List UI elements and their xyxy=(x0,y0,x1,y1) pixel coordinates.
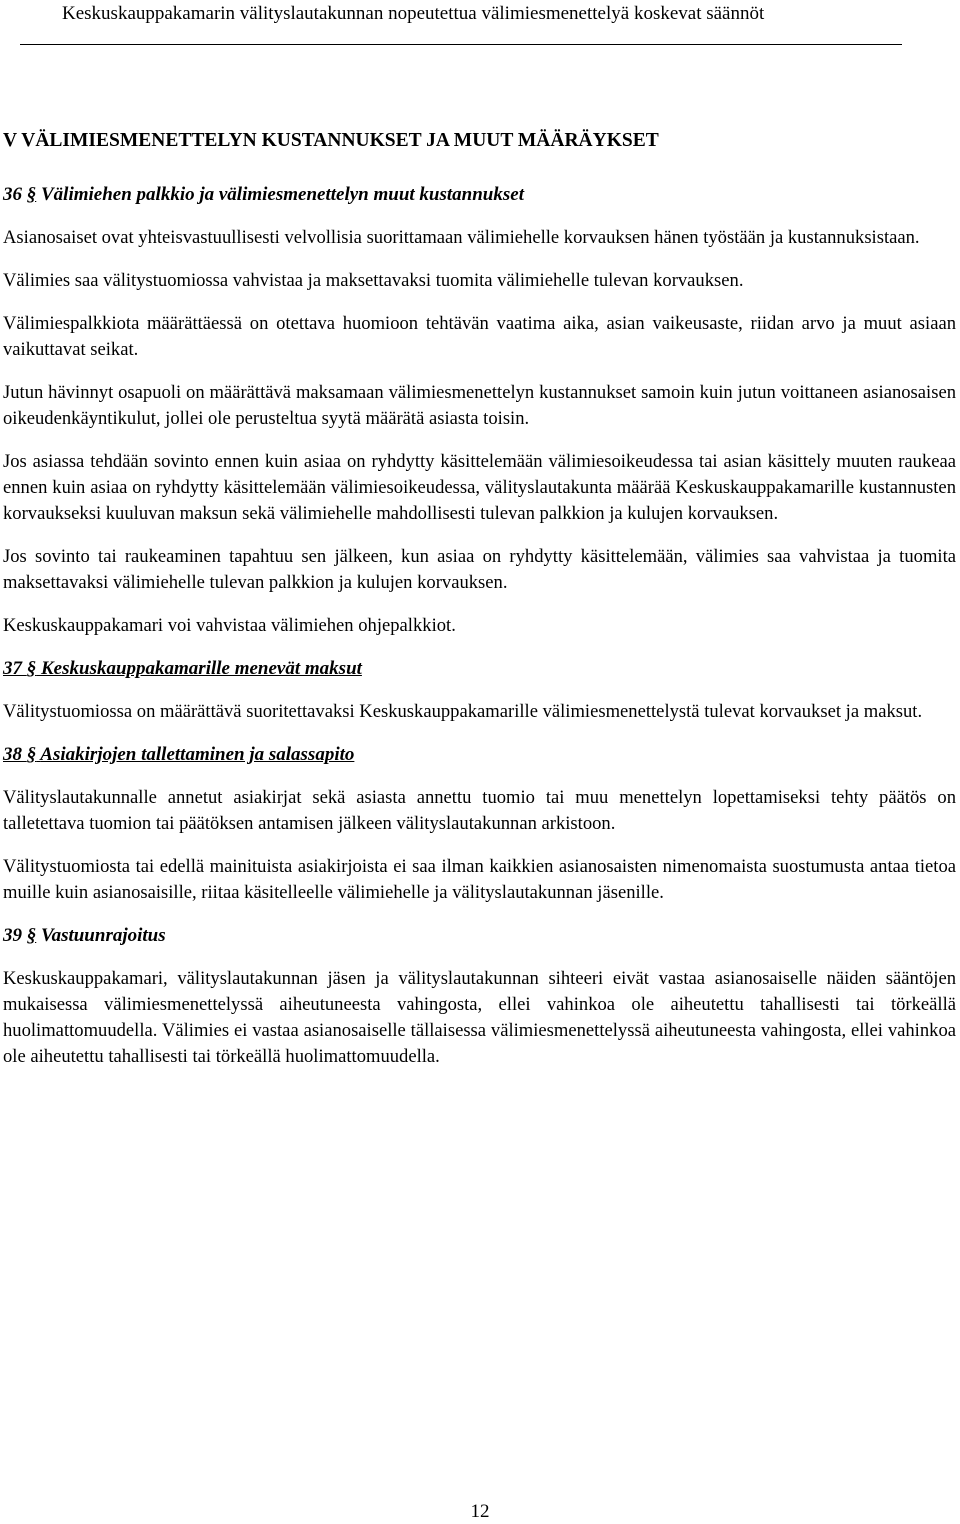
paragraph: Keskuskauppakamari voi vahvistaa välimiehen ohjepalkkiot. xyxy=(3,615,456,636)
paragraph: Välityslautakunnalle annetut asiakirjat sekä asiasta annettu tuomio tai muu menettelyn lopettamiseksi tehty päätös on talletettava tuomion tai päätöksen antamisen jälkeen välityslautakunnan arkistoon. xyxy=(3,787,956,834)
paragraph: Välitystuomiossa on määrättävä suoritettavaksi Keskuskauppakamarille välimiesmenettelystä tulevat korvaukset ja maksut. xyxy=(3,701,923,722)
section-title: Välimiehen palkkio ja välimiesmenettelyn muut kustannukset xyxy=(41,184,524,205)
paragraph: Jos sovinto tai raukeaminen tapahtuu sen jälkeen, kun asiaa on ryhdytty käsittelemään, välimies saa vahvistaa ja tuomita maksettavaksi välimiehelle tulevan palkkion ja kulujen korvauksen. xyxy=(3,546,956,593)
section-symbol: § xyxy=(26,184,37,205)
page-number: 12 xyxy=(470,1501,490,1522)
section-number: 37 xyxy=(3,658,22,679)
paragraph: Välimiespalkkiota määrättäessä on otettava huomioon tehtävän vaatima aika, asian vaikeusaste, riidan arvo ja muut asiaan vaikuttavat seikat. xyxy=(3,313,956,360)
page-content xyxy=(3,128,956,1087)
paragraph: Keskuskauppakamari, välityslautakunnan jäsen ja välityslautakunnan sihteeri eivät vastaa asianosaiselle näiden sääntöjen mukaisessa välimiesmenettelyssä aiheutuneesta vahingosta, ellei vahinkoa ole aiheutettu tahallisesti tai törkeällä huolimattomuudella. Välimies ei vastaa asianosaiselle tällaisessa välimiesmenettelyssä aiheutuneesta vahingosta, ellei vahinkoa ole aiheutettu tahallisesti tai törkeällä huolimattomuudella. xyxy=(3,968,956,1067)
paragraph: Jutun hävinnyt osapuoli on määrättävä maksamaan välimiesmenettelyn kustannukset samoin kuin jutun voittaneen asianosaisen oikeudenkäyntikulut, jollei ole perusteltua syytä määrätä asiasta toisin. xyxy=(3,382,956,429)
section-symbol: § xyxy=(26,925,37,946)
section-heading-39 xyxy=(3,923,956,949)
section-heading-36 xyxy=(3,182,956,208)
section-title: Vastuunrajoitus xyxy=(41,925,166,946)
running-header: Keskuskauppakamarin välityslautakunnan nopeutettua välimiesmenettelyä koskevat säännöt xyxy=(62,3,765,24)
header-rule xyxy=(20,44,902,45)
paragraph: Välitystuomiosta tai edellä mainituista asiakirjoista ei saa ilman kaikkien asianosaisten nimenomaista suostumusta antaa tietoa muille kuin asianosaisille, riitaa käsitelleelle välimiehelle ja välityslautakunnan jäsenille. xyxy=(3,856,956,903)
section-heading-37 xyxy=(3,656,956,682)
section-title: Keskuskauppakamarille menevät maksut xyxy=(41,658,362,679)
paragraph: Välimies saa välitystuomiossa vahvistaa ja maksettavaksi tuomita välimiehelle tulevan korvauksen. xyxy=(3,270,744,291)
chapter-title: V VÄLIMIESMENETTELYN KUSTANNUKSET JA MUUT MÄÄRÄYKSET xyxy=(3,130,659,151)
section-number: 36 xyxy=(3,184,22,205)
section-symbol: § xyxy=(26,658,37,679)
section-heading-38 xyxy=(3,742,956,768)
section-title: Asiakirjojen tallettaminen ja salassapito xyxy=(40,744,355,765)
paragraph: Asianosaiset ovat yhteisvastuullisesti velvollisia suorittamaan välimiehelle korvauksen hänen työstään ja kustannuksistaan. xyxy=(3,227,920,248)
paragraph: Jos asiassa tehdään sovinto ennen kuin asiaa on ryhdytty käsittelemään välimiesoikeudessa tai asian käsittely muuten raukeaa ennen kuin asiaa on ryhdytty käsittelemään välimiesoikeudessa, välityslautakunta määrää Keskuskauppakamarille kustannusten korvaukseksi kuuluvan maksun sekä välimiehelle mahdollisesti tulevan palkkion ja kulujen korvauksen. xyxy=(3,451,956,524)
section-symbol: § xyxy=(26,744,37,765)
section-number: 39 xyxy=(3,925,22,946)
section-number: 38 xyxy=(3,744,22,765)
